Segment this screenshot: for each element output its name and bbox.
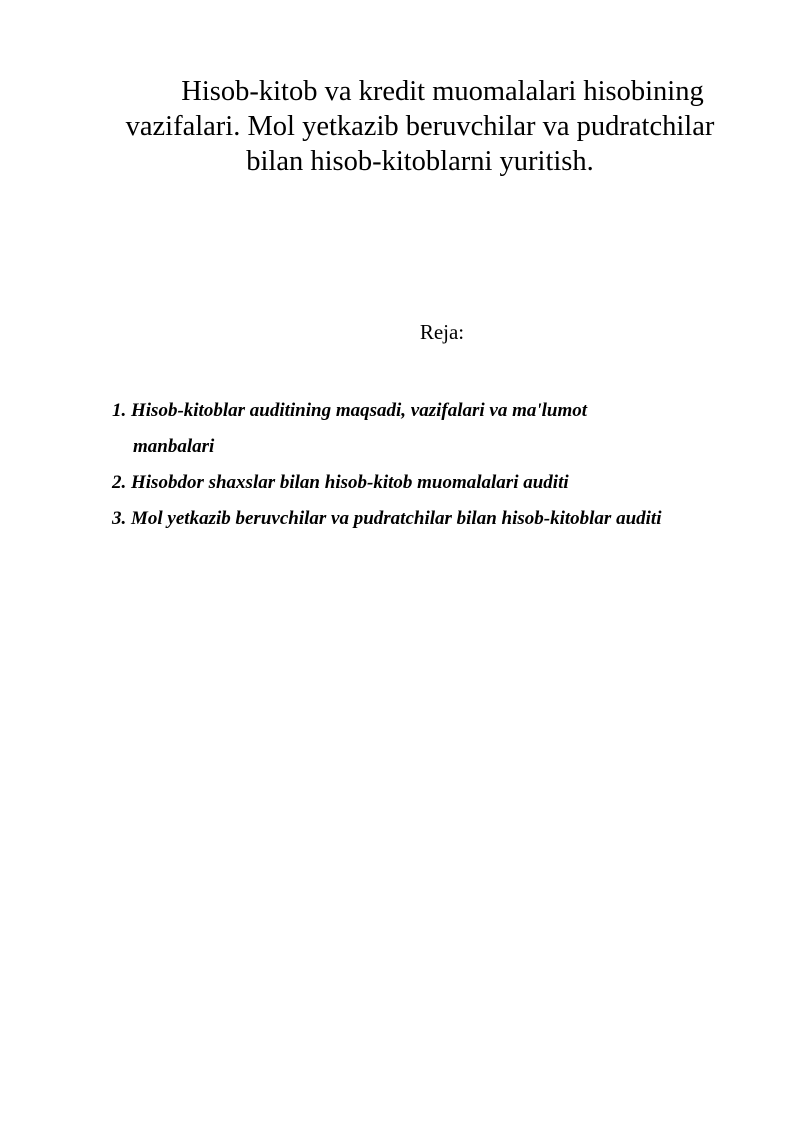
title-line-2: vazifalari. Mol yetkazib beruvchilar va pudratchilar [125,111,715,142]
plan-item-text: Hisobdor shaxslar bilan hisob-kitob muomalalari auditi [131,472,569,493]
plan-heading: Reja: [419,320,465,344]
plan-item-number: 3. [112,508,127,529]
plan-item-2 [112,465,752,501]
title-line-1: Hisob-kitob va kredit muomalalari hisobining [181,76,704,107]
plan-item-text-continuation: manbalari [133,436,215,457]
title-line-3: bilan hisob-kitoblarni yuritish. [246,146,594,177]
plan-item-3 [112,501,752,537]
plan-item-1 [112,393,752,465]
plan-item-text: Mol yetkazib beruvchilar va pudratchilar bilan hisob-kitoblar auditi [131,508,662,529]
plan-list [112,393,752,537]
document-title [100,74,740,179]
plan-item-text: Hisob-kitoblar auditining maqsadi, vazifalari va ma'lumot [131,400,588,421]
plan-item-number: 1. [112,400,127,421]
plan-item-number: 2. [112,472,127,493]
